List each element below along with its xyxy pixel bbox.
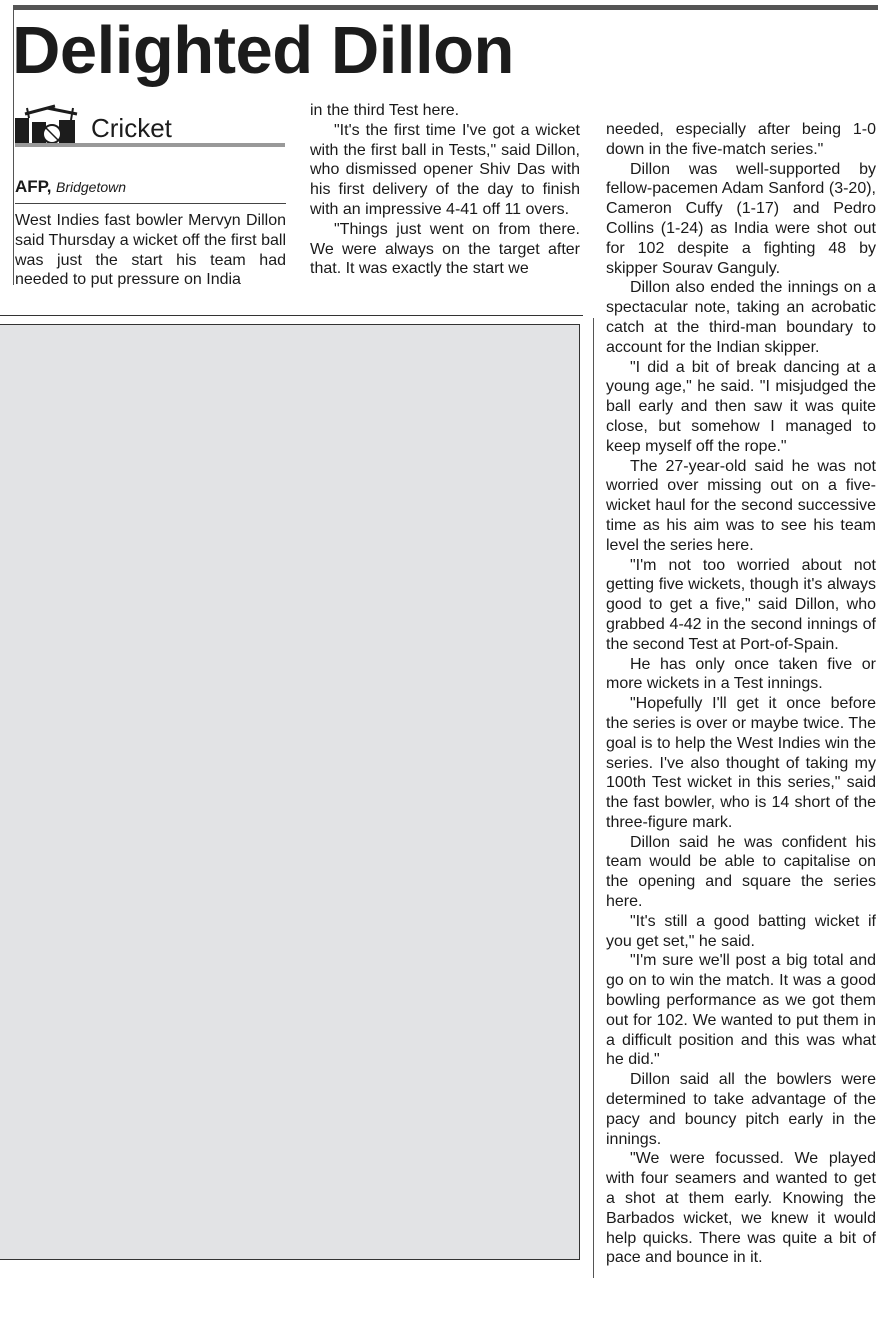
paragraph: needed, especially after being 1-0 down in the five-match series." [606, 121, 876, 158]
paragraph: "I did a bit of break dancing at a young age," he said. "I misjudged the ball early and then saw it was quite close, but somehow I managed to keep myself off the rope." [606, 358, 876, 455]
paragraph: West Indies fast bowler Mervyn Dillon said Thursday a wicket off the first ball was just the start his team had needed to put pressure on India [15, 212, 286, 289]
paragraph: "Things just went on from there. We were always on the target after that. It was exactly the start we [310, 220, 580, 278]
paragraph: Dillon was well-supported by fellow-pacemen Adam Sanford (3-20), Cameron Cuffy (1-17) and Pedro Collins (1-24) as India were shot out for 102 despite a fighting 48 by skipper Sourav Ganguly. [606, 160, 876, 277]
column-divider [593, 318, 594, 1278]
paragraph: The 27-year-old said he was not worried over missing out on a five-wicket haul for the second successive time as his aim was to see his team level the series here. [606, 457, 876, 554]
article-column-3 [606, 120, 876, 1268]
paragraph: Dillon said he was confident his team would be able to capitalise on the opening and square the series here. [606, 833, 876, 911]
paragraph: "Hopefully I'll get it once before the series is over or maybe twice. The goal is to help the West Indies win the series. I've also thought of taking my 100th Test wicket in this series," said the fast bowler, who is 14 short of the three-figure mark. [606, 695, 876, 831]
paragraph: He has only once taken five or more wickets in a Test innings. [606, 655, 876, 693]
paragraph: "It's the first time I've got a wicket with the first ball in Tests," said Dillon, who dismissed opener Shiv Das with his first delivery of the day to finish with an impressive 4-41 off 11 overs. [310, 121, 580, 218]
byline [15, 175, 126, 200]
paragraph: "I'm not too worried about not getting five wickets, though it's always good to get a five," said Dillon, who grabbed 4-42 in the second innings of the second Test at Port-of-Spain. [606, 556, 876, 653]
section-label: Cricket [91, 113, 172, 143]
paragraph: "It's still a good batting wicket if you get set," he said. [606, 912, 876, 950]
byline-place: Bridgetown [56, 179, 127, 195]
headline: Delighted Dillon [12, 13, 514, 88]
paragraph: in the third Test here. [310, 102, 460, 119]
paragraph: Dillon said all the bowlers were determined to take advantage of the pacy and bouncy pitch early in the innings. [606, 1071, 876, 1148]
article-column-1 [15, 211, 286, 290]
article-column-2 [310, 101, 580, 279]
byline-rule [15, 203, 286, 204]
paragraph: "I'm sure we'll post a big total and go on to win the match. It was a good bowling performance as we got them out for 102. We wanted to put them in a difficult position and this was what he did." [606, 952, 876, 1069]
section-rule [15, 143, 285, 147]
photo-top-rule [0, 315, 583, 316]
top-rule [13, 5, 878, 10]
byline-agency: AFP, [15, 177, 52, 196]
photo-placeholder [0, 324, 580, 1260]
cricket-icon [15, 104, 87, 146]
section-tag [15, 104, 285, 150]
paragraph: Dillon also ended the innings on a spectacular note, taking an acrobatic catch at the third-man boundary to account for the Indian skipper. [606, 279, 876, 356]
paragraph: "We were focussed. We played with four seamers and wanted to get a shot at them early. Knowing the Barbados wicket, we knew it would help quicks. There was quite a bit of pace and bounce in it. [606, 1150, 876, 1267]
